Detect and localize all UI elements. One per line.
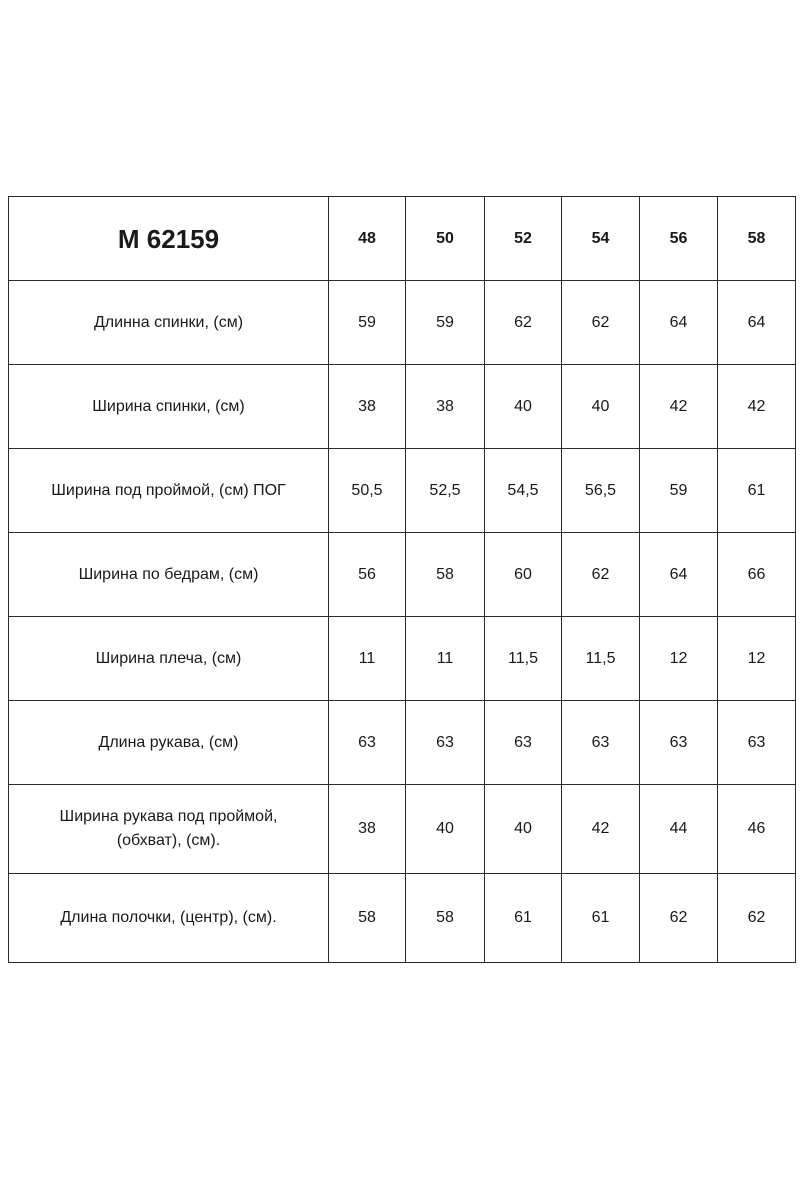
table-cell: 56 bbox=[329, 533, 406, 617]
size-header: 54 bbox=[562, 197, 640, 281]
table-cell: 42 bbox=[718, 365, 796, 449]
row-label bbox=[9, 785, 329, 874]
table-cell: 46 bbox=[718, 785, 796, 874]
table-cell: 62 bbox=[718, 874, 796, 963]
table-cell: 62 bbox=[562, 281, 640, 365]
table-cell: 58 bbox=[406, 874, 485, 963]
table-cell: 64 bbox=[640, 281, 718, 365]
row-label: Длина рукава, (см) bbox=[9, 701, 329, 785]
table-cell: 58 bbox=[406, 533, 485, 617]
table-cell: 52,5 bbox=[406, 449, 485, 533]
table-cell: 63 bbox=[485, 701, 562, 785]
table-row bbox=[9, 785, 796, 874]
table-row bbox=[9, 533, 796, 617]
table-cell: 54,5 bbox=[485, 449, 562, 533]
table-cell: 58 bbox=[329, 874, 406, 963]
table-cell: 62 bbox=[640, 874, 718, 963]
table-row bbox=[9, 617, 796, 701]
table-cell: 38 bbox=[329, 785, 406, 874]
row-label: Ширина по бедрам, (см) bbox=[9, 533, 329, 617]
table-cell: 59 bbox=[640, 449, 718, 533]
row-label: Длинна спинки, (см) bbox=[9, 281, 329, 365]
table-cell: 40 bbox=[562, 365, 640, 449]
table-cell: 63 bbox=[718, 701, 796, 785]
table-cell: 40 bbox=[485, 785, 562, 874]
size-header: 58 bbox=[718, 197, 796, 281]
table-cell: 63 bbox=[640, 701, 718, 785]
size-header: 52 bbox=[485, 197, 562, 281]
table-cell: 63 bbox=[329, 701, 406, 785]
table-cell: 40 bbox=[406, 785, 485, 874]
table-cell: 61 bbox=[562, 874, 640, 963]
table-cell: 61 bbox=[485, 874, 562, 963]
table-cell: 38 bbox=[329, 365, 406, 449]
row-label: Ширина спинки, (см) bbox=[9, 365, 329, 449]
table-cell: 42 bbox=[640, 365, 718, 449]
table-row bbox=[9, 449, 796, 533]
table-cell: 59 bbox=[406, 281, 485, 365]
table-cell: 59 bbox=[329, 281, 406, 365]
row-label-line: Ширина рукава под проймой, bbox=[59, 808, 278, 825]
row-label: Ширина под проймой, (см) ПОГ bbox=[9, 449, 329, 533]
header-row bbox=[9, 197, 796, 281]
table-cell: 11,5 bbox=[562, 617, 640, 701]
table-cell: 62 bbox=[485, 281, 562, 365]
row-label-line: (обхват), (см). bbox=[116, 832, 221, 849]
size-header: 50 bbox=[406, 197, 485, 281]
table-cell: 11 bbox=[329, 617, 406, 701]
table-cell: 63 bbox=[562, 701, 640, 785]
table-cell: 61 bbox=[718, 449, 796, 533]
row-label: Ширина плеча, (см) bbox=[9, 617, 329, 701]
table-cell: 64 bbox=[640, 533, 718, 617]
table-row bbox=[9, 701, 796, 785]
size-header: 48 bbox=[329, 197, 406, 281]
table-cell: 40 bbox=[485, 365, 562, 449]
table-cell: 12 bbox=[640, 617, 718, 701]
table-row bbox=[9, 281, 796, 365]
size-chart-table bbox=[8, 196, 796, 963]
table-cell: 42 bbox=[562, 785, 640, 874]
size-header: 56 bbox=[640, 197, 718, 281]
table-row bbox=[9, 874, 796, 963]
table-cell: 50,5 bbox=[329, 449, 406, 533]
table-cell: 44 bbox=[640, 785, 718, 874]
row-label: Длина полочки, (центр), (см). bbox=[9, 874, 329, 963]
table-cell: 11,5 bbox=[485, 617, 562, 701]
table-cell: 11 bbox=[406, 617, 485, 701]
table-cell: 64 bbox=[718, 281, 796, 365]
table-row bbox=[9, 365, 796, 449]
table-cell: 60 bbox=[485, 533, 562, 617]
table-cell: 38 bbox=[406, 365, 485, 449]
table-cell: 62 bbox=[562, 533, 640, 617]
table-cell: 56,5 bbox=[562, 449, 640, 533]
table-cell: 63 bbox=[406, 701, 485, 785]
table-cell: 12 bbox=[718, 617, 796, 701]
model-title: М 62159 bbox=[9, 197, 329, 281]
table-cell: 66 bbox=[718, 533, 796, 617]
